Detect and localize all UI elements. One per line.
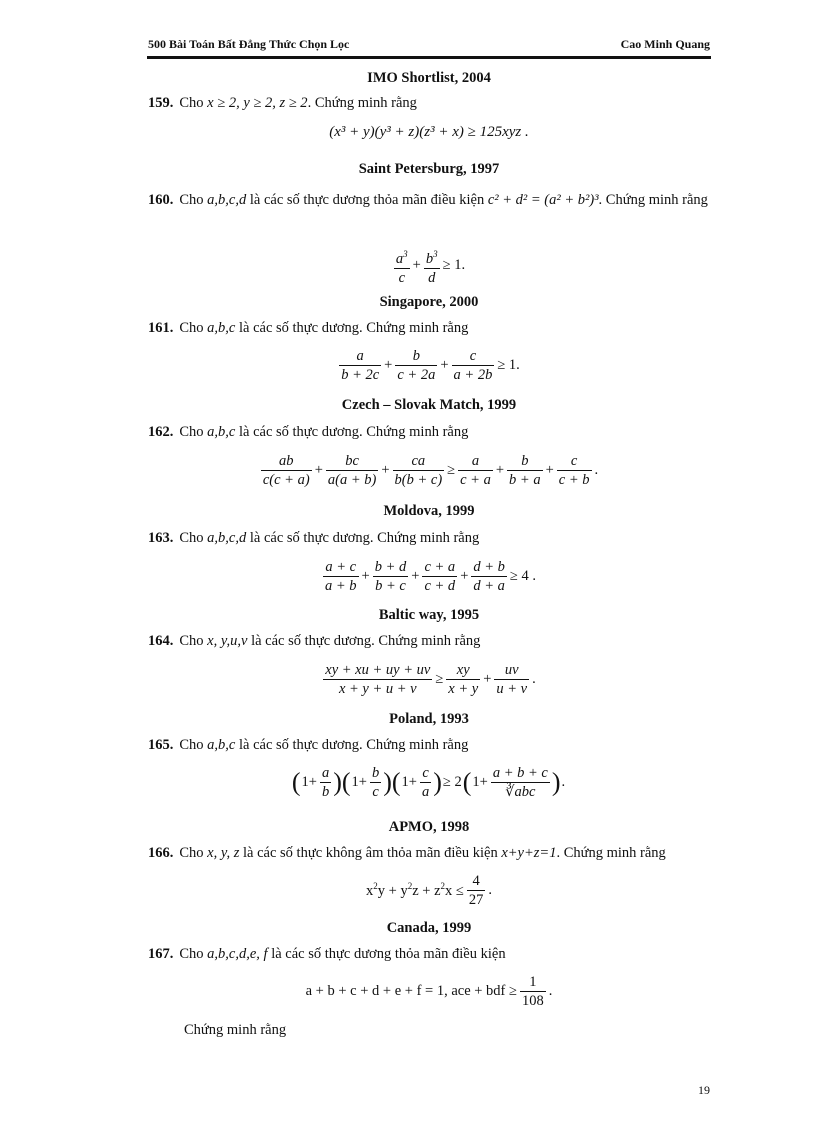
problem-number: 162.: [148, 424, 174, 440]
problem-number: 163.: [148, 530, 174, 546]
problem-source: Baltic way, 1995: [378, 607, 480, 623]
formula: $\frac{ab}{c(c + a)}$ + $\frac{bc}{a(a + b)}$ + $\frac{ca}{b(b + c)}$ ≥ $\frac{a}{c + a}$ + $\frac{b}{b + a}$ + $\frac{c}{c + b}$ .: [262, 453, 599, 488]
problem-statement: 161. Cho a,b,c là các số thực dương. Chứng minh rằng: [148, 320, 469, 336]
problem-source: IMO Shortlist, 2004: [367, 70, 491, 86]
formula: $\frac{a + c}{a + b}$ + $\frac{b + d}{b + c}$ + $\frac{c + a}{c + d}$ + $\frac{d + b}{d + a}$ ≥ 4 .: [324, 559, 537, 594]
formula: $\frac{xy + xu + uy + uv}{x + y + u + v}$ ≥ $\frac{xy}{x + y}$ + $\frac{uv}{u + v}$ .: [325, 662, 536, 697]
problem-number: 160.: [148, 192, 174, 208]
formula: $\frac{a^3}{c}$ + $\frac{b^3}{d}$ ≥ 1.: [148, 245, 710, 287]
formula: (1+ $\frac{a}{b}$ )(1+ $\frac{b}{c}$ )(1+ $\frac{c}{a}$ )≥ 2(1+ $\frac{a + b + c}{\text{∛abc}}$ ).: [291, 765, 566, 800]
formula: $\frac{a}{b + 2c}$ + $\frac{b}{c + 2a}$ + $\frac{c}{a + 2b}$ ≥ 1.: [341, 348, 520, 383]
problem-number: 159.: [148, 95, 174, 111]
problem-tail-text: Chứng minh rằng: [184, 1022, 287, 1038]
problem-statement: 165. Cho a,b,c là các số thực dương. Chứng minh rằng: [148, 737, 469, 753]
formula: a + b + c + d + e + f = 1, ace + bdf ≥ $\frac{1}{108}$ .: [305, 974, 553, 1009]
problem-statement: 160. Cho a,b,c,d là các số thực dương thỏa mãn điều kiện c² + d² = (a² + b²)³. Chứng minh rằng: [148, 192, 708, 208]
problem-statement: 162. Cho a,b,c là các số thực dương. Chứng minh rằng: [148, 424, 469, 440]
header-book-title: 500 Bài Toán Bất Đẳng Thức Chọn Lọc: [148, 37, 350, 51]
header-rule: [147, 56, 711, 59]
problem-number: 164.: [148, 633, 174, 649]
problem-statement: 159. Cho x ≥ 2, y ≥ 2, z ≥ 2. Chứng minh rằng: [148, 95, 417, 111]
problem-source: Poland, 1993: [389, 711, 469, 727]
problem-number: 166.: [148, 845, 174, 861]
problem-statement: 167. Cho a,b,c,d,e, f là các số thực dương thỏa mãn điều kiện: [148, 946, 506, 962]
problem-statement: 163. Cho a,b,c,d là các số thực dương. Chứng minh rằng: [148, 530, 480, 546]
formula: (x³ + y)(y³ + z)(z³ + x) ≥ 125xyz .: [329, 124, 529, 140]
problem-source: Saint Petersburg, 1997: [358, 161, 500, 177]
problem-source: Czech – Slovak Match, 1999: [341, 397, 517, 413]
problem-source: Canada, 1999: [386, 920, 472, 936]
formula: $x^2y + y^2z + z^2x$ ≤ $\frac{4}{27}$ .: [366, 873, 492, 908]
header-author: Cao Minh Quang: [620, 37, 710, 51]
running-header: [148, 37, 710, 55]
problem-source: Moldova, 1999: [383, 503, 475, 519]
page-number: 19: [698, 1083, 710, 1097]
problem-source: Singapore, 2000: [379, 294, 479, 310]
problem-number: 167.: [148, 946, 174, 962]
problem-number: 161.: [148, 320, 174, 336]
problem-number: 165.: [148, 737, 174, 753]
problem-source: APMO, 1998: [388, 819, 470, 835]
problem-statement: 164. Cho x, y,u,v là các số thực dương. Chứng minh rằng: [148, 633, 481, 649]
problem-statement: 166. Cho x, y, z là các số thực không âm thỏa mãn điều kiện x+y+z=1. Chứng minh rằng: [148, 845, 666, 861]
